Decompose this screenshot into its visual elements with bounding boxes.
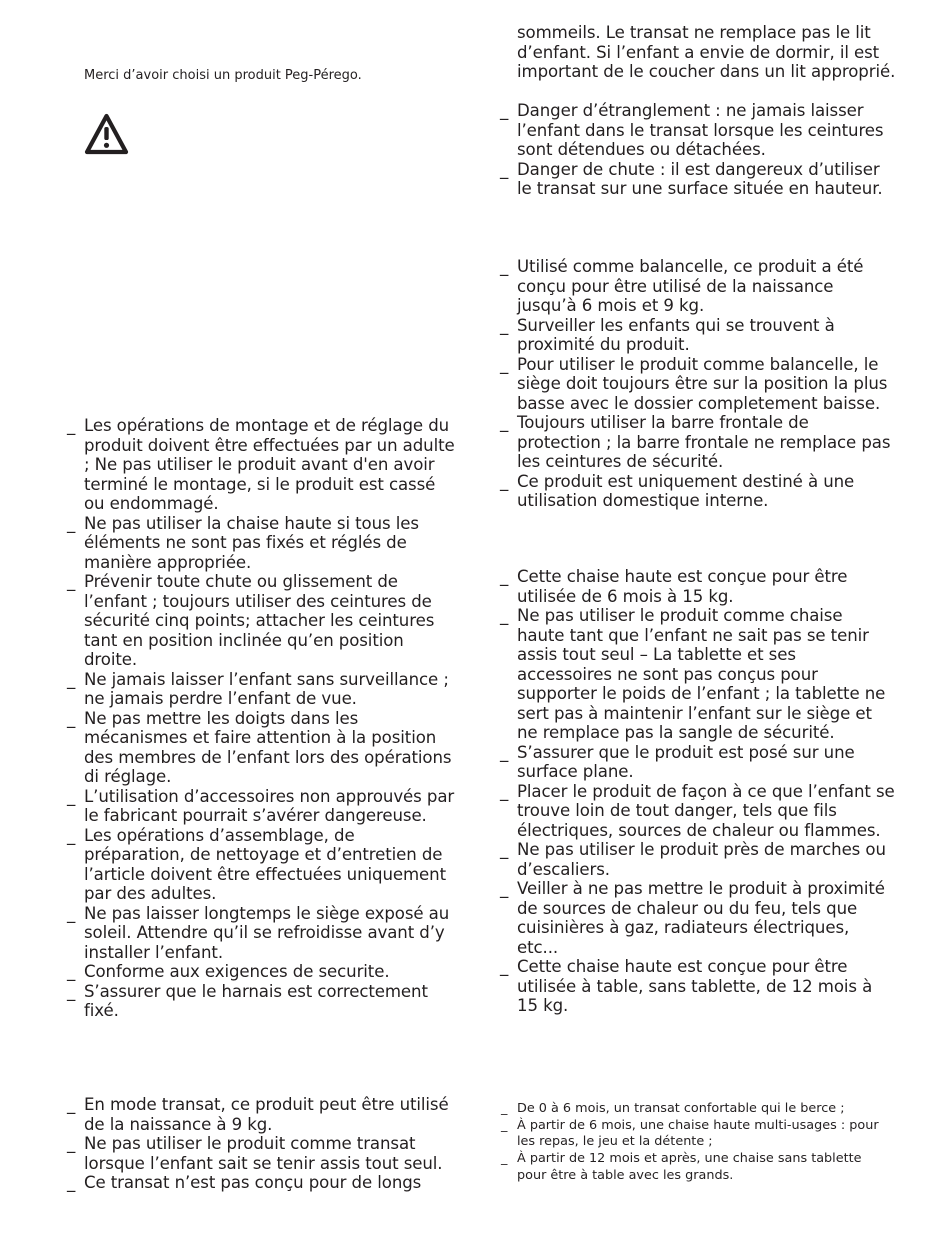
- list-item: _ Ne pas utiliser le produit comme chaise haute tant que l’enfant ne sait pas se tenir assis tout seul – La tablette et ses accessoires ne sont pas conçus pour supporter le poids de l’enfant ; la tablette ne sert pas à maintenir l’enfant sur le siège et ne remplace pas la sangle de sécurité.: [500, 606, 895, 743]
- danger-warnings-list: [500, 101, 890, 199]
- list-item: _ S’assurer que le harnais est correctement fixé.: [67, 982, 457, 1021]
- balancelle-warnings-list: [500, 257, 895, 511]
- chaise-haute-warnings-list: [500, 567, 895, 1016]
- list-item: _ Ne pas laisser longtemps le siège exposé au soleil. Attendre qu’il se refroidisse avant d’y installer l’enfant.: [67, 904, 457, 963]
- list-item: _ Ne jamais laisser l’enfant sans surveillance ; ne jamais perdre l’enfant de vue.: [67, 670, 457, 709]
- list-item: _ Les opérations d’assemblage, de préparation, de nettoyage et d’entretien de l’article doivent être effectuées uniquement par des adultes.: [67, 826, 457, 904]
- transat-warnings-list: [67, 1095, 457, 1193]
- list-item: _ Ce produit est uniquement destiné à une utilisation domestique interne.: [500, 472, 895, 511]
- list-item: _ De 0 à 6 mois, un transat confortable qui le berce ;: [500, 1101, 880, 1118]
- list-item: _ Danger de chute : il est dangereux d’utiliser le transat sur une surface située en hauteur.: [500, 160, 890, 199]
- list-item: _ Ne pas utiliser la chaise haute si tous les éléments ne sont pas fixés et réglés de manière appropriée.: [67, 514, 457, 573]
- list-item: _ L’utilisation d’accessoires non approuvés par le fabricant pourrait s’avérer dangereuse.: [67, 787, 457, 826]
- list-item: _ Veiller à ne pas mettre le produit à proximité de sources de chaleur ou du feu, tels que cuisinières à gaz, radiateurs électriques, etc...: [500, 879, 895, 957]
- list-item: _ Ne pas utiliser le produit près de marches ou d’escaliers.: [500, 840, 895, 879]
- intro-text: Merci d’avoir choisi un produit Peg-Pérego.: [84, 68, 362, 83]
- list-item: _ Placer le produit de façon à ce que l’enfant se trouve loin de tout danger, tels que fils électriques, sources de chaleur ou flammes.: [500, 782, 895, 841]
- list-item: _ Pour utiliser le produit comme balancelle, le siège doit toujours être sur la position la plus basse avec le dossier completement baisse.: [500, 355, 895, 414]
- safety-warnings-list: [67, 416, 457, 1021]
- list-item: _ Conforme aux exigences de securite.: [67, 962, 457, 982]
- list-item: _ À partir de 12 mois et après, une chaise sans tablette pour être à table avec les grands.: [500, 1151, 880, 1184]
- age-modes-list: [500, 1101, 880, 1185]
- list-item: _ Danger d’étranglement : ne jamais laisser l’enfant dans le transat lorsque les ceintures sont détendues ou détachées.: [500, 101, 890, 160]
- list-item: _ Ne pas utiliser le produit comme transat lorsque l’enfant sait se tenir assis tout seul.: [67, 1134, 457, 1173]
- list-item: _ S’assurer que le produit est posé sur une surface plane.: [500, 743, 895, 782]
- list-item: _ Cette chaise haute est conçue pour être utilisée de 6 mois à 15 kg.: [500, 567, 895, 606]
- warning-triangle-icon: [84, 113, 129, 155]
- list-item: _ Ne pas mettre les doigts dans les mécanismes et faire attention à la position des membres de l’enfant lors des opérations di réglage.: [67, 709, 457, 787]
- list-item: _ Toujours utiliser la barre frontale de protection ; la barre frontale ne remplace pas les ceintures de sécurité.: [500, 413, 895, 472]
- list-item: _ Ce transat n’est pas conçu pour de longs: [67, 1173, 457, 1193]
- continuation-text: sommeils. Le transat ne remplace pas le lit d’enfant. Si l’enfant a envie de dormir, il est important de le coucher dans un lit approprié.: [517, 23, 896, 81]
- list-item: _ À partir de 6 mois, une chaise haute multi-usages : pour les repas, le jeu et la détente ;: [500, 1118, 880, 1151]
- list-item: _ En mode transat, ce produit peut être utilisé de la naissance à 9 kg.: [67, 1095, 457, 1134]
- list-item: _ Surveiller les enfants qui se trouvent à proximité du produit.: [500, 316, 895, 355]
- list-item: _ Prévenir toute chute ou glissement de l’enfant ; toujours utiliser des ceintures de sécurité cinq points; attacher les ceintures tant en position inclinée qu’en position droite.: [67, 572, 457, 670]
- list-item: _ Les opérations de montage et de réglage du produit doivent être effectuées par un adulte ; Ne pas utiliser le produit avant d'en avoir terminé le montage, si le produit est cassé ou endommagé.: [67, 416, 457, 514]
- list-item: _ Utilisé comme balancelle, ce produit a été conçu pour être utilisé de la naissance jusqu’à 6 mois et 9 kg.: [500, 257, 895, 316]
- list-item: _ Cette chaise haute est conçue pour être utilisée à table, sans tablette, de 12 mois à 15 kg.: [500, 957, 895, 1016]
